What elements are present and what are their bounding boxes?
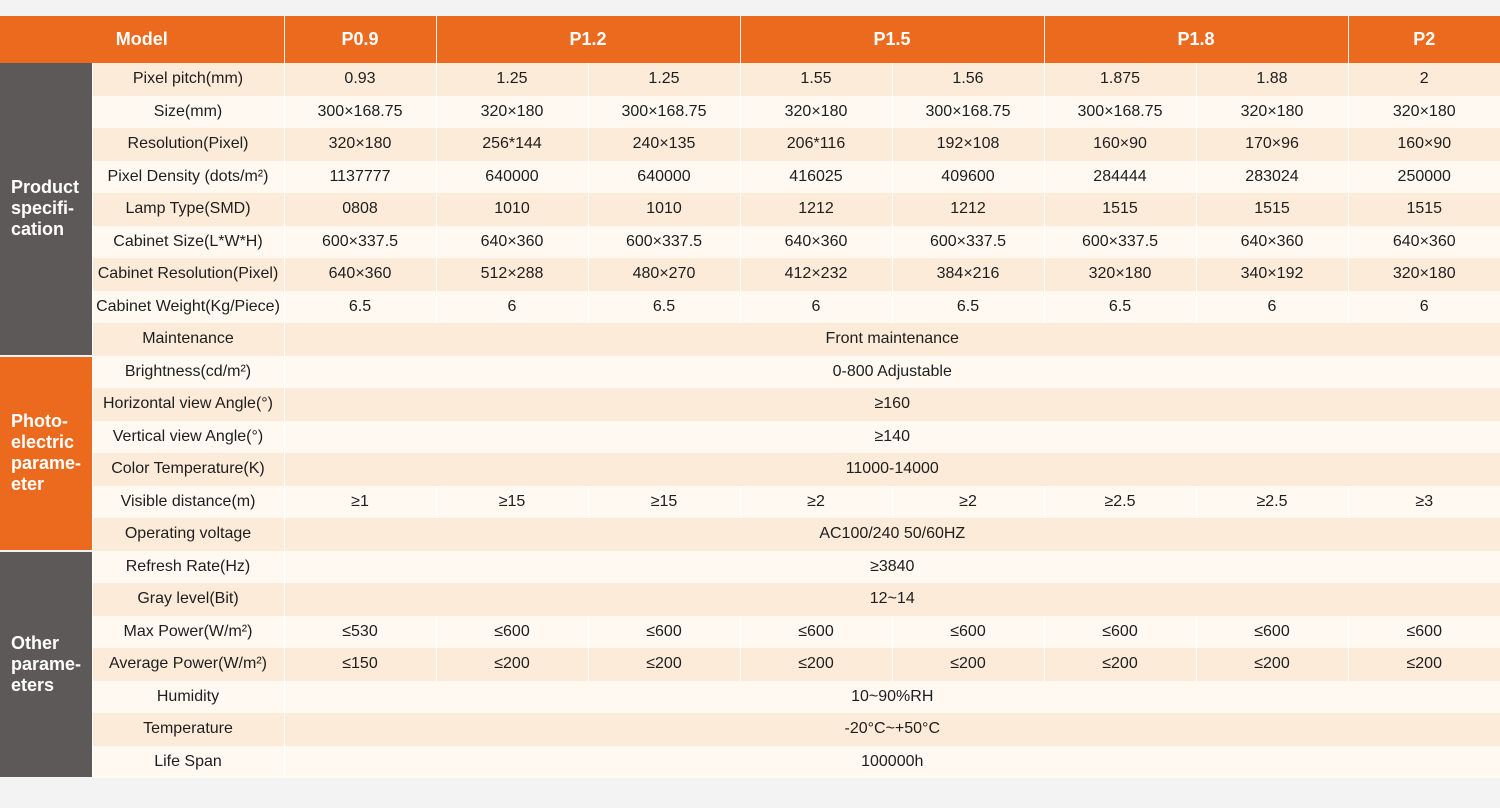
value-cell-merged: 11000-14000	[284, 453, 1500, 486]
value-cell: 1.55	[740, 63, 892, 96]
table-body	[0, 63, 1500, 778]
table-row	[0, 486, 1500, 519]
value-cell: 206*116	[740, 128, 892, 161]
section-label-line: eter	[11, 474, 45, 494]
section-label-line: eters	[11, 674, 55, 695]
value-cell: 1.25	[588, 63, 740, 96]
value-cell: 640×360	[1196, 226, 1348, 259]
table-row	[0, 616, 1500, 649]
spec-table	[0, 16, 1500, 779]
value-cell: 6.5	[892, 291, 1044, 324]
value-cell-merged: ≥3840	[284, 551, 1500, 584]
value-cell: 480×270	[588, 258, 740, 291]
value-cell: 640×360	[1348, 226, 1500, 259]
value-cell-merged: 10~90%RH	[284, 681, 1500, 714]
model-header-p1-2: P1.2	[436, 16, 740, 63]
section-label-line: Other	[11, 632, 60, 653]
table-row	[0, 583, 1500, 616]
table-row	[0, 518, 1500, 551]
table-row	[0, 226, 1500, 259]
parameter-label: Operating voltage	[92, 518, 284, 551]
value-cell: 1137777	[284, 161, 436, 194]
value-cell: 320×180	[740, 96, 892, 129]
table-row	[0, 648, 1500, 681]
parameter-label: Humidity	[92, 681, 284, 714]
value-cell-merged: -20°C~+50°C	[284, 713, 1500, 746]
value-cell: 600×337.5	[1044, 226, 1196, 259]
value-cell: 1.25	[436, 63, 588, 96]
header-row	[0, 16, 1500, 63]
table-row	[0, 713, 1500, 746]
value-cell: 640000	[436, 161, 588, 194]
value-cell: 240×135	[588, 128, 740, 161]
value-cell: ≤600	[1348, 616, 1500, 649]
value-cell: 640000	[588, 161, 740, 194]
section-label-line: electric	[11, 432, 75, 452]
value-cell: 412×232	[740, 258, 892, 291]
value-cell-merged: ≥140	[284, 421, 1500, 454]
value-cell: 0808	[284, 193, 436, 226]
value-cell: 320×180	[1044, 258, 1196, 291]
value-cell: 6	[436, 291, 588, 324]
value-cell: 600×337.5	[588, 226, 740, 259]
value-cell: ≤150	[284, 648, 436, 681]
table-row	[0, 63, 1500, 96]
parameter-label: Lamp Type(SMD)	[92, 193, 284, 226]
value-cell: 1515	[1348, 193, 1500, 226]
value-cell: ≤600	[588, 616, 740, 649]
value-cell: ≤200	[588, 648, 740, 681]
value-cell: 640×360	[740, 226, 892, 259]
section-label-line: parame-	[11, 653, 82, 674]
value-cell: 640×360	[284, 258, 436, 291]
parameter-label: Horizontal view Angle(°)	[92, 388, 284, 421]
section-label	[0, 551, 92, 779]
model-header-p2: P2	[1348, 16, 1500, 63]
value-cell-merged: ≥160	[284, 388, 1500, 421]
model-header-p1-8: P1.8	[1044, 16, 1348, 63]
value-cell: 170×96	[1196, 128, 1348, 161]
value-cell: 6.5	[284, 291, 436, 324]
table-row	[0, 551, 1500, 584]
value-cell: 283024	[1196, 161, 1348, 194]
value-cell: 160×90	[1044, 128, 1196, 161]
value-cell: ≤600	[892, 616, 1044, 649]
value-cell: ≥2.5	[1044, 486, 1196, 519]
value-cell: 160×90	[1348, 128, 1500, 161]
value-cell: 320×180	[436, 96, 588, 129]
value-cell: ≥2	[892, 486, 1044, 519]
table-row	[0, 128, 1500, 161]
model-header: Model	[0, 16, 284, 63]
parameter-label: Average Power(W/m²)	[92, 648, 284, 681]
value-cell: 640×360	[436, 226, 588, 259]
value-cell: ≤600	[1196, 616, 1348, 649]
value-cell: 2	[1348, 63, 1500, 96]
value-cell: 300×168.75	[284, 96, 436, 129]
model-header-p0-9: P0.9	[284, 16, 436, 63]
value-cell: ≤600	[1044, 616, 1196, 649]
value-cell: ≤600	[740, 616, 892, 649]
parameter-label: Color Temperature(K)	[92, 453, 284, 486]
value-cell: 320×180	[1348, 258, 1500, 291]
value-cell: 6.5	[588, 291, 740, 324]
section-label-line: specifi-	[11, 198, 75, 219]
value-cell-merged: Front maintenance	[284, 323, 1500, 356]
value-cell: 0.93	[284, 63, 436, 96]
table-row	[0, 421, 1500, 454]
value-cell: ≤530	[284, 616, 436, 649]
value-cell: 1010	[588, 193, 740, 226]
parameter-label: Life Span	[92, 746, 284, 779]
table-row	[0, 323, 1500, 356]
value-cell: ≤200	[1044, 648, 1196, 681]
parameter-label: Refresh Rate(Hz)	[92, 551, 284, 584]
value-cell: 250000	[1348, 161, 1500, 194]
value-cell: ≥15	[436, 486, 588, 519]
parameter-label: Pixel Density (dots/m²)	[92, 161, 284, 194]
table-row	[0, 96, 1500, 129]
value-cell-merged: 100000h	[284, 746, 1500, 779]
table-row	[0, 258, 1500, 291]
value-cell: 6.5	[1044, 291, 1196, 324]
value-cell: 300×168.75	[588, 96, 740, 129]
section-label	[0, 63, 92, 356]
table-row	[0, 746, 1500, 779]
value-cell: ≤200	[892, 648, 1044, 681]
value-cell: 600×337.5	[892, 226, 1044, 259]
parameter-label: Gray level(Bit)	[92, 583, 284, 616]
parameter-label: Cabinet Resolution(Pixel)	[92, 258, 284, 291]
value-cell: 1010	[436, 193, 588, 226]
value-cell-merged: AC100/240 50/60HZ	[284, 518, 1500, 551]
value-cell-merged: 12~14	[284, 583, 1500, 616]
value-cell: 284444	[1044, 161, 1196, 194]
value-cell: 1.88	[1196, 63, 1348, 96]
parameter-label: Size(mm)	[92, 96, 284, 129]
table-row	[0, 161, 1500, 194]
parameter-label: Vertical view Angle(°)	[92, 421, 284, 454]
value-cell: 1212	[740, 193, 892, 226]
model-header-p1-5: P1.5	[740, 16, 1044, 63]
value-cell: 320×180	[1348, 96, 1500, 129]
section-label-line: Product	[11, 177, 80, 198]
value-cell: 256*144	[436, 128, 588, 161]
value-cell: ≤200	[1196, 648, 1348, 681]
value-cell: 1515	[1196, 193, 1348, 226]
value-cell: 1.56	[892, 63, 1044, 96]
value-cell: 416025	[740, 161, 892, 194]
value-cell: ≥2	[740, 486, 892, 519]
parameter-label: Cabinet Weight(Kg/Piece)	[92, 291, 284, 324]
value-cell: 320×180	[1196, 96, 1348, 129]
value-cell: 300×168.75	[892, 96, 1044, 129]
table-row	[0, 388, 1500, 421]
parameter-label: Cabinet Size(L*W*H)	[92, 226, 284, 259]
value-cell: 300×168.75	[1044, 96, 1196, 129]
table-row	[0, 681, 1500, 714]
value-cell: 6	[1196, 291, 1348, 324]
value-cell: 600×337.5	[284, 226, 436, 259]
value-cell: 6	[740, 291, 892, 324]
parameter-label: Temperature	[92, 713, 284, 746]
value-cell: ≥3	[1348, 486, 1500, 519]
value-cell: 1515	[1044, 193, 1196, 226]
parameter-label: Maintenance	[92, 323, 284, 356]
value-cell: ≥2.5	[1196, 486, 1348, 519]
table-row	[0, 193, 1500, 226]
parameter-label: Visible distance(m)	[92, 486, 284, 519]
value-cell: ≥1	[284, 486, 436, 519]
section-label	[0, 356, 92, 551]
value-cell: ≥15	[588, 486, 740, 519]
value-cell: 320×180	[284, 128, 436, 161]
value-cell: 512×288	[436, 258, 588, 291]
value-cell: ≤200	[1348, 648, 1500, 681]
value-cell: ≤200	[436, 648, 588, 681]
value-cell: 192×108	[892, 128, 1044, 161]
value-cell: 6	[1348, 291, 1500, 324]
value-cell: 1.875	[1044, 63, 1196, 96]
section-label-line: Photo-	[11, 411, 68, 431]
value-cell: ≤600	[436, 616, 588, 649]
value-cell: 1212	[892, 193, 1044, 226]
value-cell: 340×192	[1196, 258, 1348, 291]
table-row	[0, 453, 1500, 486]
section-label-line: parame-	[11, 453, 82, 473]
parameter-label: Max Power(W/m²)	[92, 616, 284, 649]
value-cell-merged: 0-800 Adjustable	[284, 356, 1500, 389]
value-cell: 409600	[892, 161, 1044, 194]
section-label-line: cation	[11, 219, 65, 240]
value-cell: ≤200	[740, 648, 892, 681]
parameter-label: Pixel pitch(mm)	[92, 63, 284, 96]
parameter-label: Brightness(cd/m²)	[92, 356, 284, 389]
value-cell: 384×216	[892, 258, 1044, 291]
table-row	[0, 291, 1500, 324]
parameter-label: Resolution(Pixel)	[92, 128, 284, 161]
table-row	[0, 356, 1500, 389]
